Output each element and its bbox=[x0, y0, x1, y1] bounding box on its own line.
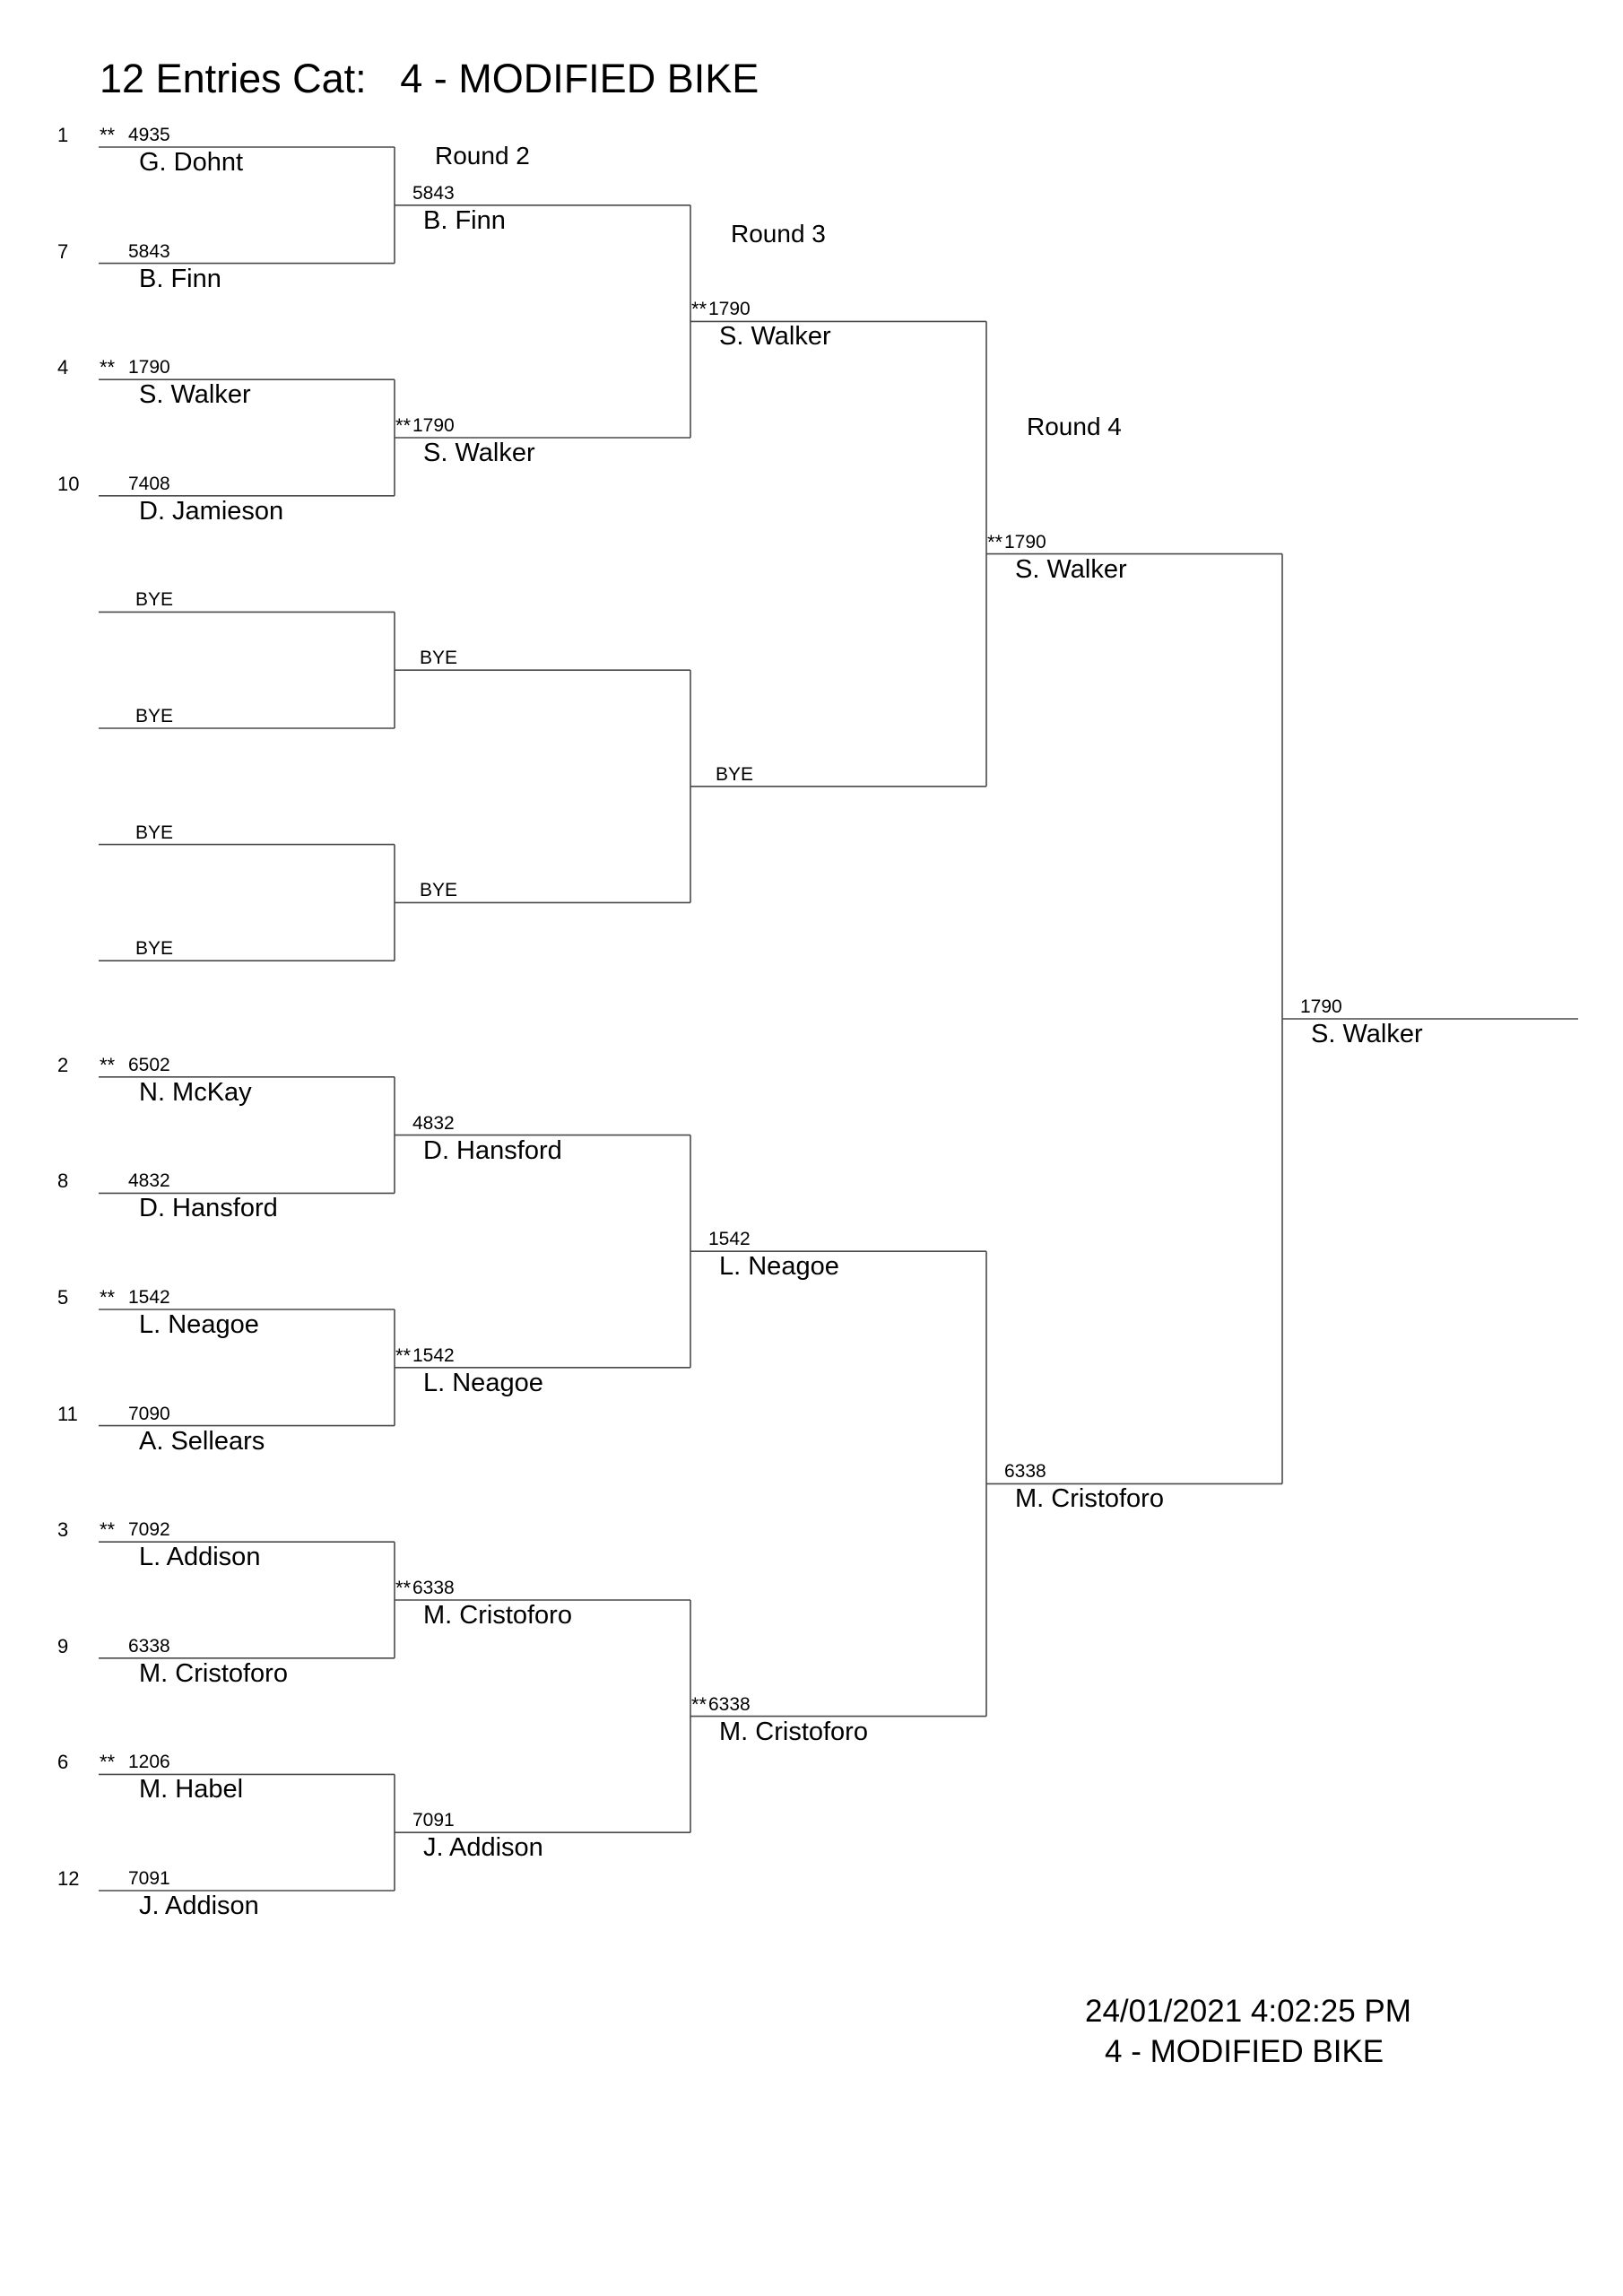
rider-name: D. Jamieson bbox=[139, 496, 284, 526]
rider-name: S. Walker bbox=[1311, 1020, 1423, 1048]
rider-number: 1542 bbox=[708, 1229, 751, 1250]
rider-number: 1790 bbox=[412, 415, 455, 436]
rider-number: 1542 bbox=[128, 1287, 170, 1308]
rider-name: D. Hansford bbox=[139, 1194, 278, 1223]
rider-number: 6338 bbox=[128, 1635, 170, 1657]
rider-number: 6502 bbox=[128, 1054, 170, 1075]
rider-number: 1206 bbox=[128, 1752, 170, 1773]
seed-number: 1 bbox=[57, 124, 69, 146]
rider-name: S. Walker bbox=[139, 380, 251, 410]
seeded-marker: ** bbox=[987, 530, 1003, 553]
rider-number: 5843 bbox=[412, 182, 455, 204]
rider-number: 6338 bbox=[1004, 1461, 1046, 1483]
seed-number: 8 bbox=[57, 1170, 69, 1193]
seed-number: 11 bbox=[57, 1402, 78, 1425]
seed-number: 10 bbox=[57, 472, 80, 495]
seed-number: 5 bbox=[57, 1286, 69, 1309]
seeded-marker: ** bbox=[100, 1053, 116, 1076]
round-3-heading: Round 3 bbox=[731, 220, 826, 248]
rider-number: 7092 bbox=[128, 1519, 170, 1541]
rider-name: L. Addison bbox=[139, 1543, 261, 1572]
rider-name: B. Finn bbox=[423, 205, 506, 235]
round-2-heading: Round 2 bbox=[435, 142, 530, 170]
seed-number: 3 bbox=[57, 1518, 69, 1542]
rider-name: S. Walker bbox=[423, 439, 535, 467]
seeded-marker: ** bbox=[691, 298, 707, 321]
seed-number: 2 bbox=[57, 1053, 69, 1076]
page-title bbox=[100, 56, 759, 102]
title-category: 4 - MODIFIED BIKE bbox=[400, 56, 759, 101]
title-category-label: Cat: bbox=[292, 56, 367, 101]
rider-name: S. Walker bbox=[1015, 554, 1127, 584]
rider-name: B. Finn bbox=[139, 264, 221, 293]
rider-number: 4832 bbox=[128, 1170, 170, 1192]
footer-timestamp: 24/01/2021 4:02:25 PM bbox=[1085, 1994, 1411, 2029]
rider-name: L. Neagoe bbox=[719, 1252, 839, 1282]
seed-number: 9 bbox=[57, 1634, 69, 1657]
rider-number: 6338 bbox=[708, 1693, 751, 1715]
rider-number: 7091 bbox=[412, 1810, 455, 1831]
title-entries: 12 Entries bbox=[100, 56, 282, 101]
rider-name: N. McKay bbox=[139, 1077, 252, 1107]
seeded-marker: ** bbox=[691, 1692, 707, 1716]
rider-name: M. Habel bbox=[139, 1775, 244, 1805]
bye-label: BYE bbox=[135, 822, 174, 843]
seed-number: 7 bbox=[57, 239, 69, 263]
rider-name: M. Cristoforo bbox=[719, 1717, 868, 1746]
seeded-marker: ** bbox=[100, 1751, 116, 1774]
seed-number: 12 bbox=[57, 1867, 80, 1890]
seeded-marker: ** bbox=[395, 1577, 412, 1599]
rider-name: A. Sellears bbox=[139, 1426, 265, 1456]
bye-label: BYE bbox=[716, 763, 754, 785]
rider-number: 1790 bbox=[1300, 996, 1342, 1017]
rider-name: J. Addison bbox=[423, 1833, 543, 1863]
seeded-marker: ** bbox=[100, 124, 116, 146]
bye-label: BYE bbox=[135, 938, 174, 960]
rider-number: 1790 bbox=[708, 299, 751, 320]
seed-number: 6 bbox=[57, 1751, 69, 1774]
rider-number: 4832 bbox=[412, 1112, 455, 1134]
seeded-marker: ** bbox=[395, 414, 412, 437]
rider-number: 1790 bbox=[1004, 531, 1046, 552]
seeded-marker: ** bbox=[395, 1344, 412, 1367]
rider-name: G. Dohnt bbox=[139, 148, 244, 177]
rider-name: S. Walker bbox=[719, 322, 831, 352]
rider-name: L. Neagoe bbox=[139, 1310, 259, 1339]
bye-label: BYE bbox=[420, 648, 458, 669]
seeded-marker: ** bbox=[100, 1286, 116, 1309]
bye-label: BYE bbox=[420, 880, 458, 901]
round-4-heading: Round 4 bbox=[1027, 413, 1122, 440]
rider-name: L. Neagoe bbox=[423, 1368, 543, 1397]
rider-name: M. Cristoforo bbox=[139, 1658, 288, 1688]
rider-number: 1790 bbox=[128, 357, 170, 378]
rider-number: 7408 bbox=[128, 473, 170, 494]
rider-number: 7090 bbox=[128, 1403, 170, 1424]
bye-label: BYE bbox=[135, 589, 174, 611]
rider-number: 1542 bbox=[412, 1344, 455, 1366]
rider-number: 4935 bbox=[128, 125, 170, 145]
rider-name: M. Cristoforo bbox=[423, 1601, 572, 1630]
seed-number: 4 bbox=[57, 356, 69, 379]
rider-name: J. Addison bbox=[139, 1892, 259, 1920]
seeded-marker: ** bbox=[100, 1518, 116, 1542]
rider-number: 6338 bbox=[412, 1578, 455, 1598]
rider-name: M. Cristoforo bbox=[1015, 1484, 1164, 1514]
rider-number: 7091 bbox=[128, 1868, 170, 1889]
seeded-marker: ** bbox=[100, 356, 116, 379]
rider-name: D. Hansford bbox=[423, 1135, 562, 1165]
footer-category: 4 - MODIFIED BIKE bbox=[1105, 2034, 1384, 2069]
bye-label: BYE bbox=[135, 706, 174, 726]
rider-number: 5843 bbox=[128, 240, 170, 262]
